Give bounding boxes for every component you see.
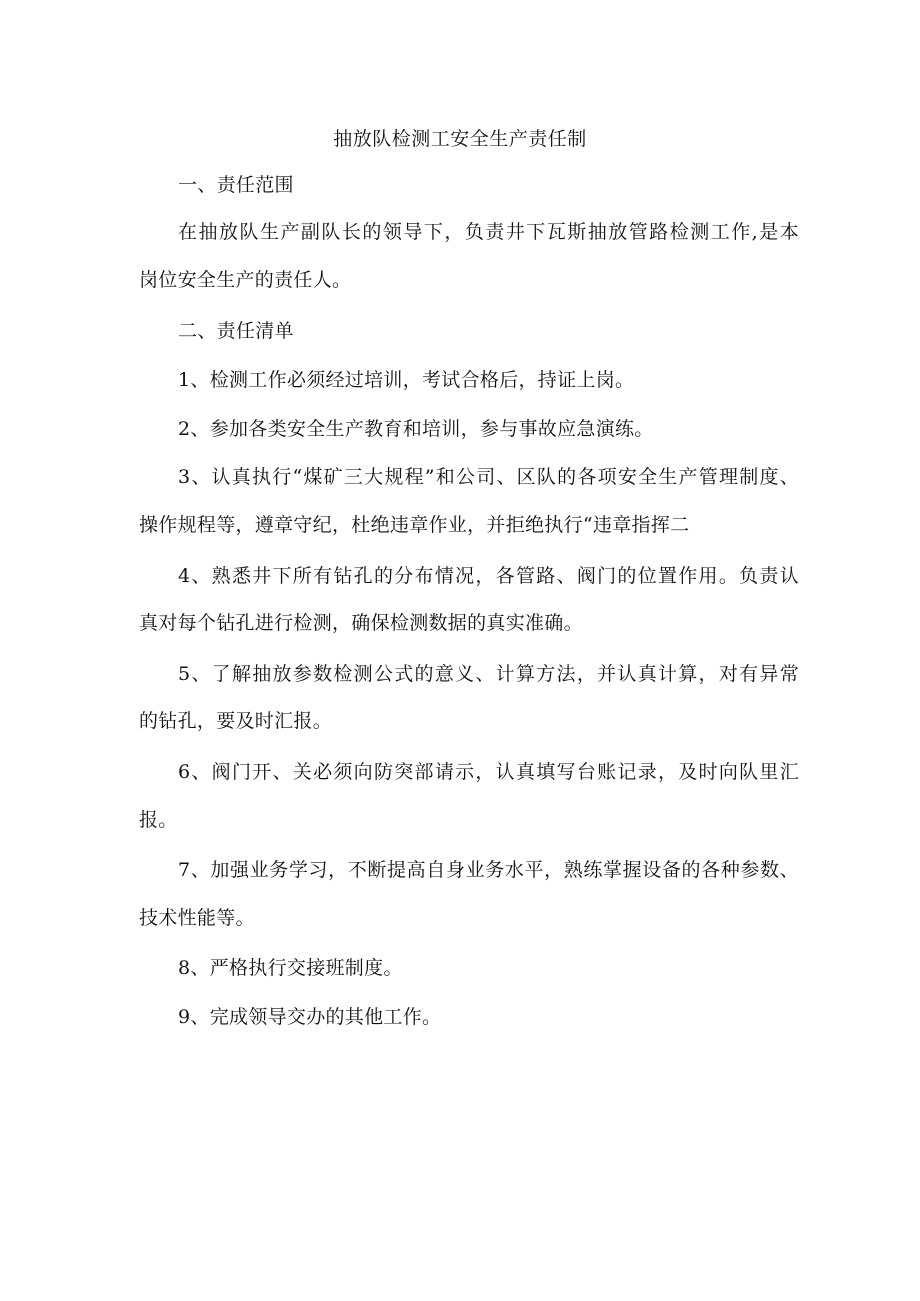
scope-text-line-2: 岗位安全生产的责任人。 [139, 269, 352, 291]
list-item-8: 8、严格执行交接班制度。 [178, 957, 403, 979]
list-item-3-line-2: 操作规程等，遵章守纪，杜绝违章作业，并拒绝执行“违章指挥二 [139, 514, 690, 536]
list-item-7-line-1: 7、加强业务学习，不断提高自身业务水平，熟练掌握设备的各种参数、 [178, 859, 799, 881]
list-item-5-line-2: 的钻孔，要及时汇报。 [139, 710, 333, 732]
list-item-7-line-2: 技术性能等。 [139, 907, 255, 929]
list-item-6-line-1: 6、阀门开、关必须向防突部请示，认真填写台账记录，及时向队里汇 [178, 761, 799, 783]
document-title: 抽放队检测工安全生产责任制 [333, 128, 587, 150]
section-heading-list: 二、责任清单 [178, 320, 294, 342]
scope-text-line-1: 在抽放队生产副队长的领导下，负责井下瓦斯抽放管路检测工作,是本 [178, 221, 799, 243]
list-item-6-line-2: 报。 [139, 809, 178, 831]
section-heading-scope: 一、责任范围 [178, 174, 294, 196]
list-item-3-line-1: 3、认真执行“煤矿三大规程”和公司、区队的各项安全生产管理制度、 [178, 466, 799, 488]
list-item-4-line-1: 4、熟悉井下所有钻孔的分布情况，各管路、阀门的位置作用。负责认 [178, 565, 799, 587]
list-item-4-line-2: 真对每个钻孔进行检测，确保检测数据的真实准确。 [139, 612, 583, 634]
list-item-1: 1、检测工作必须经过培训，考试合格后，持证上岗。 [178, 369, 635, 391]
list-item-5-line-1: 5、了解抽放参数检测公式的意义、计算方法，并认真计算，对有异常 [178, 663, 799, 685]
list-item-9: 9、完成领导交办的其他工作。 [178, 1006, 442, 1028]
list-item-2: 2、参加各类安全生产教育和培训，参与事故应急演练。 [178, 418, 654, 440]
